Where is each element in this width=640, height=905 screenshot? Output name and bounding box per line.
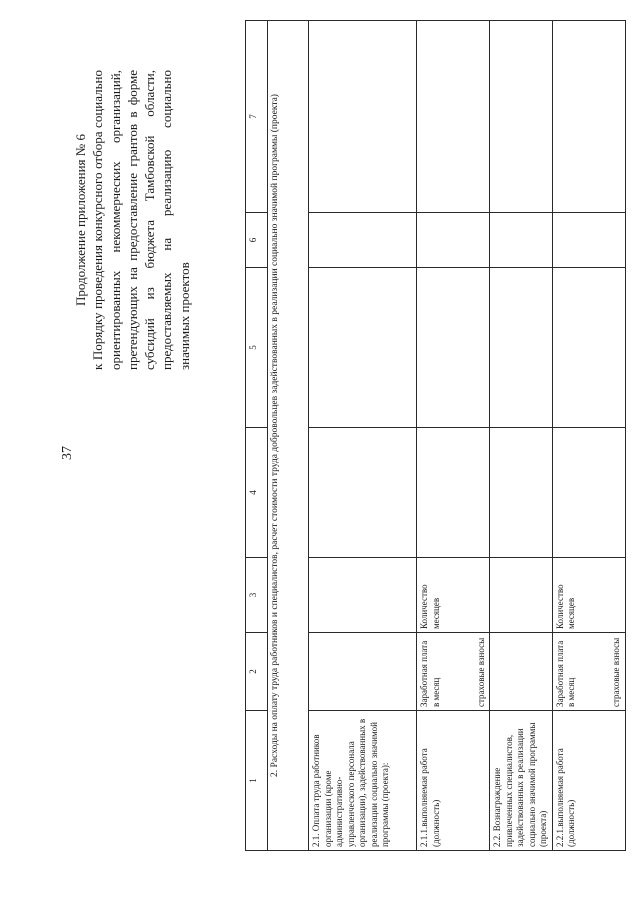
column-header: 2 bbox=[246, 633, 268, 711]
cell bbox=[490, 633, 553, 711]
column-header: 6 bbox=[246, 213, 268, 268]
cell bbox=[417, 428, 490, 558]
column-header: 5 bbox=[246, 268, 268, 428]
cell bbox=[309, 633, 417, 711]
appendix-header bbox=[72, 70, 193, 370]
table-row bbox=[490, 21, 553, 851]
table-row bbox=[417, 21, 490, 851]
table-header-row bbox=[246, 21, 268, 851]
cell bbox=[490, 213, 553, 268]
cell bbox=[552, 21, 625, 213]
cell bbox=[552, 268, 625, 428]
table-row bbox=[309, 21, 417, 851]
cell bbox=[417, 268, 490, 428]
row-name: 2.2.1.выполняемая работа (должность) bbox=[552, 711, 625, 851]
section-title: 2. Расходы на оплату труда работников и специалистов, расчет стоимости труда добровольцев задействованных в реализации социально значимой программы (проекта) bbox=[268, 21, 309, 851]
cell bbox=[417, 213, 490, 268]
salary-cell bbox=[417, 633, 490, 711]
cell bbox=[552, 213, 625, 268]
cell bbox=[309, 213, 417, 268]
months-cell: Количество месяцев bbox=[417, 558, 490, 633]
appendix-reference: к Порядку проведения конкурсного отбора социально ориентированных некоммерческих организаций, претендующих на предоставление грантов в форме субсидий из бюджета Тамбовской области, предоставляемых на реализацию социально значимых проектов bbox=[90, 70, 192, 370]
cell bbox=[490, 428, 553, 558]
column-header: 1 bbox=[246, 711, 268, 851]
cell bbox=[490, 558, 553, 633]
salary-cell bbox=[552, 633, 625, 711]
cell bbox=[490, 21, 553, 213]
insurance-label: страховые взносы bbox=[475, 637, 486, 707]
row-name: 2.2. Вознаграждение привлеченных специалистов, задействованных в реализации социально значимой программы (проекта) bbox=[490, 711, 553, 851]
table-row bbox=[552, 21, 625, 851]
salary-label: Заработная плата в месяц bbox=[419, 640, 441, 707]
cell bbox=[552, 428, 625, 558]
insurance-label: страховые взносы bbox=[611, 637, 621, 707]
months-cell: Количество месяцев bbox=[552, 558, 625, 633]
cell bbox=[417, 21, 490, 213]
column-header: 4 bbox=[246, 428, 268, 558]
budget-table bbox=[245, 20, 626, 851]
column-header: 7 bbox=[246, 21, 268, 213]
row-name: 2.1. Оплата труда работников организации (кроме административно-управленческого персонала организации), задействованных в реализации социально значимой программы (проекта): bbox=[309, 711, 417, 851]
cell bbox=[309, 428, 417, 558]
cell bbox=[309, 268, 417, 428]
page-number: 37 bbox=[60, 446, 75, 460]
appendix-title: Продолжение приложения № 6 bbox=[73, 134, 88, 306]
row-name: 2.1.1.выполняемая работа (должность) bbox=[417, 711, 490, 851]
salary-label: Заработная плата в месяц bbox=[554, 640, 576, 707]
section-row bbox=[268, 21, 309, 851]
column-header: 3 bbox=[246, 558, 268, 633]
cell bbox=[309, 558, 417, 633]
cell bbox=[490, 268, 553, 428]
cell bbox=[309, 21, 417, 213]
